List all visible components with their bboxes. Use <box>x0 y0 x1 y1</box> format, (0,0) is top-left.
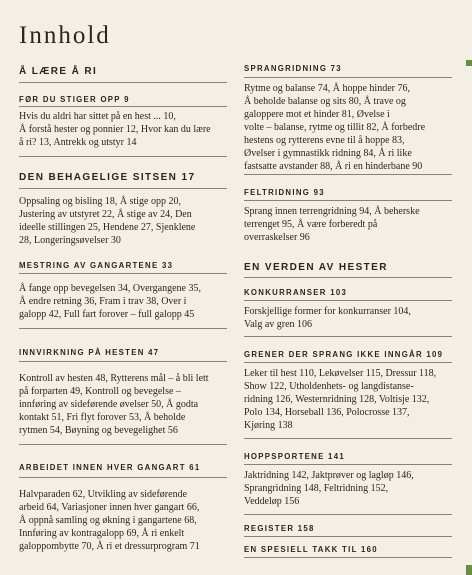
chapter-entries <box>244 469 414 508</box>
entry-line: Kjøring 138 <box>244 420 293 431</box>
chapter-entries <box>19 372 209 437</box>
chapter-heading: ARBEIDET INNEN HVER GANGART 61 <box>19 463 201 472</box>
entry-line: fastsatte avstander 88, Å ri en hinderbane 90 <box>244 161 423 172</box>
divider <box>244 200 452 201</box>
divider <box>19 328 227 329</box>
entry-line: kontakt 51, Fri flyt forover 53, Å beholde <box>19 412 186 423</box>
entry-line: Øvelser i gymnastikk ridning 84, Å ri like <box>244 148 412 159</box>
chapter-entries <box>19 110 211 149</box>
divider <box>244 438 452 439</box>
entry-line: galopp 42, Full fart forover – full galopp 45 <box>19 309 195 320</box>
chapter-heading: DEN BEHAGELIGE SITSEN 17 <box>19 172 196 183</box>
entry-line: Rytme og balanse 74, Å hoppe hinder 76, <box>244 83 410 94</box>
entry-line: galoppere mot et hinder 81, Øvelse i <box>244 109 390 120</box>
chapter-heading: REGISTER 158 <box>244 524 315 533</box>
entry-line: Å fange opp bevegelsen 34, Overgangene 35, <box>19 283 201 294</box>
divider <box>244 277 452 278</box>
entry-line: innføring av sideførende øvelser 50, Å godta <box>19 399 199 410</box>
entry-line: Leker til hest 110, Lekøvelser 115, Dressur 118, <box>244 368 437 379</box>
chapter-entries <box>19 195 195 247</box>
entry-line: Oppsaling og bisling 18, Å stige opp 20, <box>19 196 181 207</box>
entry-line: Valg av gren 106 <box>244 319 313 330</box>
chapter-heading: HOPPSPORTENE 141 <box>244 452 345 461</box>
divider <box>19 106 227 107</box>
chapter-heading: MESTRING AV GANGARTENE 33 <box>19 261 174 270</box>
chapter-entries <box>244 82 425 173</box>
part-heading: EN VERDEN AV HESTER <box>244 262 388 273</box>
divider <box>244 536 452 537</box>
entry-line: arbeid 64, Variasjoner innen hver gangart 66, <box>19 502 200 513</box>
entry-line: Å oppnå samling og økning i gangartene 68, <box>19 515 197 526</box>
divider <box>244 464 452 465</box>
entry-line: Jaktridning 142, Jaktprøver og lagløp 146, <box>244 470 414 481</box>
page-edge-tab <box>466 60 472 66</box>
divider <box>19 444 227 445</box>
chapter-heading: EN SPESIELL TAKK TIL 160 <box>244 545 378 554</box>
entry-line: Kontroll av hesten 48, Rytterens mål – å bli lett <box>19 373 209 384</box>
chapter-entries <box>244 367 436 432</box>
entry-line: Å endre retning 36, Fram i trav 38, Over i <box>19 296 187 307</box>
entry-line: Justering av utstyret 22, Å stige av 24, Den <box>19 209 192 220</box>
entry-line: Polo 134, Horseball 136, Polocrosse 137, <box>244 407 410 418</box>
entry-line: Halvparaden 62, Utvikling av sideførende <box>19 489 188 500</box>
divider <box>244 300 452 301</box>
divider <box>19 188 227 189</box>
entry-line: Innføring av kontragalopp 69, Å ri enkelt <box>19 528 185 539</box>
entry-line: Veddeløp 156 <box>244 496 300 507</box>
chapter-heading: SPRANGRIDNING 73 <box>244 64 342 73</box>
entry-line: Å forstå hester og ponnier 12, Hvor kan du lære <box>19 124 211 135</box>
divider <box>244 77 452 78</box>
entry-line: ridning 126, Westernridning 128, Voltisje 132, <box>244 394 430 405</box>
entry-line: ideelle stillingen 25, Hendene 27, Sjenklene <box>19 222 196 233</box>
entry-line: overraskelser 96 <box>244 232 310 243</box>
entry-line: på forparten 49, Kontroll og bevegelse – <box>19 386 181 397</box>
chapter-entries <box>19 488 200 553</box>
chapter-heading: INNVIRKNING PÅ HESTEN 47 <box>19 348 160 357</box>
part-heading: Å LÆRE Å RI <box>19 66 98 77</box>
divider <box>244 557 452 558</box>
entry-line: Show 122, Utholdenhets- og langdistanse- <box>244 381 414 392</box>
entry-line: rytmen 54, Bøyning og bevegelighet 56 <box>19 425 178 436</box>
entry-line: terrenget 95, Å være forberedt på <box>244 219 378 230</box>
divider <box>19 82 227 83</box>
chapter-entries <box>244 305 411 331</box>
entry-line: Å beholde balanse og sits 80, Å trave og <box>244 96 406 107</box>
chapter-heading: FELTRIDNING 93 <box>244 188 325 197</box>
divider <box>244 336 452 337</box>
divider <box>244 174 452 175</box>
entry-line: 28, Longeringsøvelser 30 <box>19 235 121 246</box>
page-title: Innhold <box>19 22 111 49</box>
chapter-entries <box>19 282 201 321</box>
entry-line: Hvis du aldri har sittet på en hest ... 10, <box>19 111 176 122</box>
chapter-heading: KONKURRANSER 103 <box>244 288 348 297</box>
entry-line: å ri? 13, Antrekk og utstyr 14 <box>19 137 137 148</box>
divider <box>19 361 227 362</box>
divider <box>244 362 452 363</box>
chapter-heading: GRENER DER SPRANG IKKE INNGÅR 109 <box>244 350 444 359</box>
chapter-heading: FØR DU STIGER OPP 9 <box>19 95 130 104</box>
entry-line: Sprang innen terrengridning 94, Å beherske <box>244 206 420 217</box>
chapter-entries <box>244 205 420 244</box>
entry-line: galoppombytte 70, Å ri et dressurprogram 71 <box>19 541 200 552</box>
divider <box>244 514 452 515</box>
page-edge-tab <box>466 565 472 575</box>
divider <box>19 273 227 274</box>
entry-line: volte – balanse, rytme og tillit 82, Å forbedre <box>244 122 426 133</box>
entry-line: Forskjellige former for konkurranser 104, <box>244 306 411 317</box>
divider <box>19 156 227 157</box>
divider <box>19 477 227 478</box>
entry-line: Sprangridning 148, Feltridning 152, <box>244 483 389 494</box>
entry-line: hestens og rytterens evne til å hoppe 83, <box>244 135 405 146</box>
